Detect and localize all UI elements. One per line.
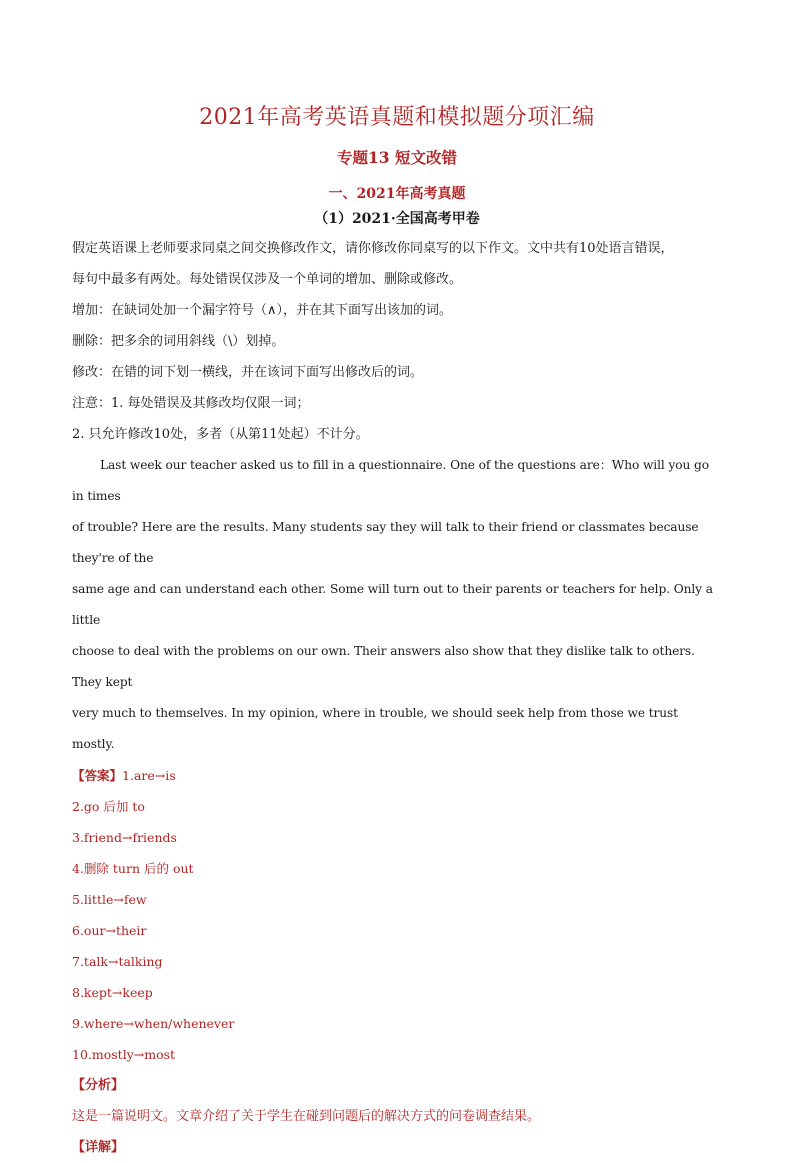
passage-line: choose to deal with the problems on our own. Their answers also show that they dislike talk to others. They kept	[72, 644, 695, 689]
document-title: 2021年高考英语真题和模拟题分项汇编	[199, 105, 595, 130]
answer-item: 7.talk→talking	[72, 954, 163, 969]
instruction-line: 2. 只允许修改10处，多者（从第11处起）不计分。	[72, 427, 369, 442]
instruction-line: 假定英语课上老师要求同桌之间交换修改作文，请你修改你同桌写的以下作文。文中共有10处语言错误，	[72, 241, 674, 256]
instruction-line: 注意：1. 每处错误及其修改均仅限一词；	[72, 396, 310, 411]
passage-line: very much to themselves. In my opinion, where in trouble, we should seek help from those we trust mostly.	[72, 706, 678, 751]
section-heading: 一、2021年高考真题	[328, 186, 466, 202]
passage-line: of trouble? Here are the results. Many students say they will talk to their friend or classmates because they're of the	[72, 520, 699, 565]
answer-item: 9.where→when/whenever	[72, 1016, 235, 1031]
answer-item: 8.kept→keep	[72, 985, 153, 1000]
passage-line: same age and can understand each other. Some will turn out to their parents or teachers for help. Only a little	[72, 582, 713, 627]
analysis-text: 这是一篇说明文。文章介绍了关于学生在碰到问题后的解决方式的问卷调查结果。	[72, 1109, 541, 1124]
passage-block	[72, 450, 720, 760]
passage-line: Last week our teacher asked us to fill in a questionnaire. One of the questions are：Who will you go in times	[72, 458, 709, 503]
answer-item: 3.friend→friends	[72, 830, 177, 845]
exam-heading: （1）2021·全国高考甲卷	[314, 211, 480, 227]
analysis-label: 【分析】	[72, 1078, 125, 1093]
answer-item: 6.our→their	[72, 923, 147, 938]
answer-block	[72, 760, 720, 1070]
document-body	[72, 233, 720, 1163]
answer-item: 4.删除 turn 后的 out	[72, 861, 194, 876]
answer-item: 5.little→few	[72, 892, 147, 907]
instruction-line: 修改：在错的词下划一横线，并在该词下面写出修改后的词。	[72, 365, 424, 380]
instruction-line: 增加：在缺词处加一个漏字符号（∧），并在其下面写出该加的词。	[72, 303, 453, 318]
answer-text: 1.are→is	[122, 768, 176, 783]
answer-item: 10.mostly→most	[72, 1047, 176, 1062]
answer-item	[72, 760, 720, 791]
detail-label: 【详解】	[72, 1140, 125, 1155]
instruction-line: 每句中最多有两处。每处错误仅涉及一个单词的增加、删除或修改。	[72, 272, 463, 287]
answer-item: 2.go 后加 to	[72, 799, 145, 814]
document-subtitle: 专题13 短文改错	[337, 148, 457, 167]
answer-label: 【答案】	[72, 768, 123, 783]
instruction-line: 删除：把多余的词用斜线（\）划掉。	[72, 334, 285, 349]
instructions-block	[72, 233, 720, 450]
